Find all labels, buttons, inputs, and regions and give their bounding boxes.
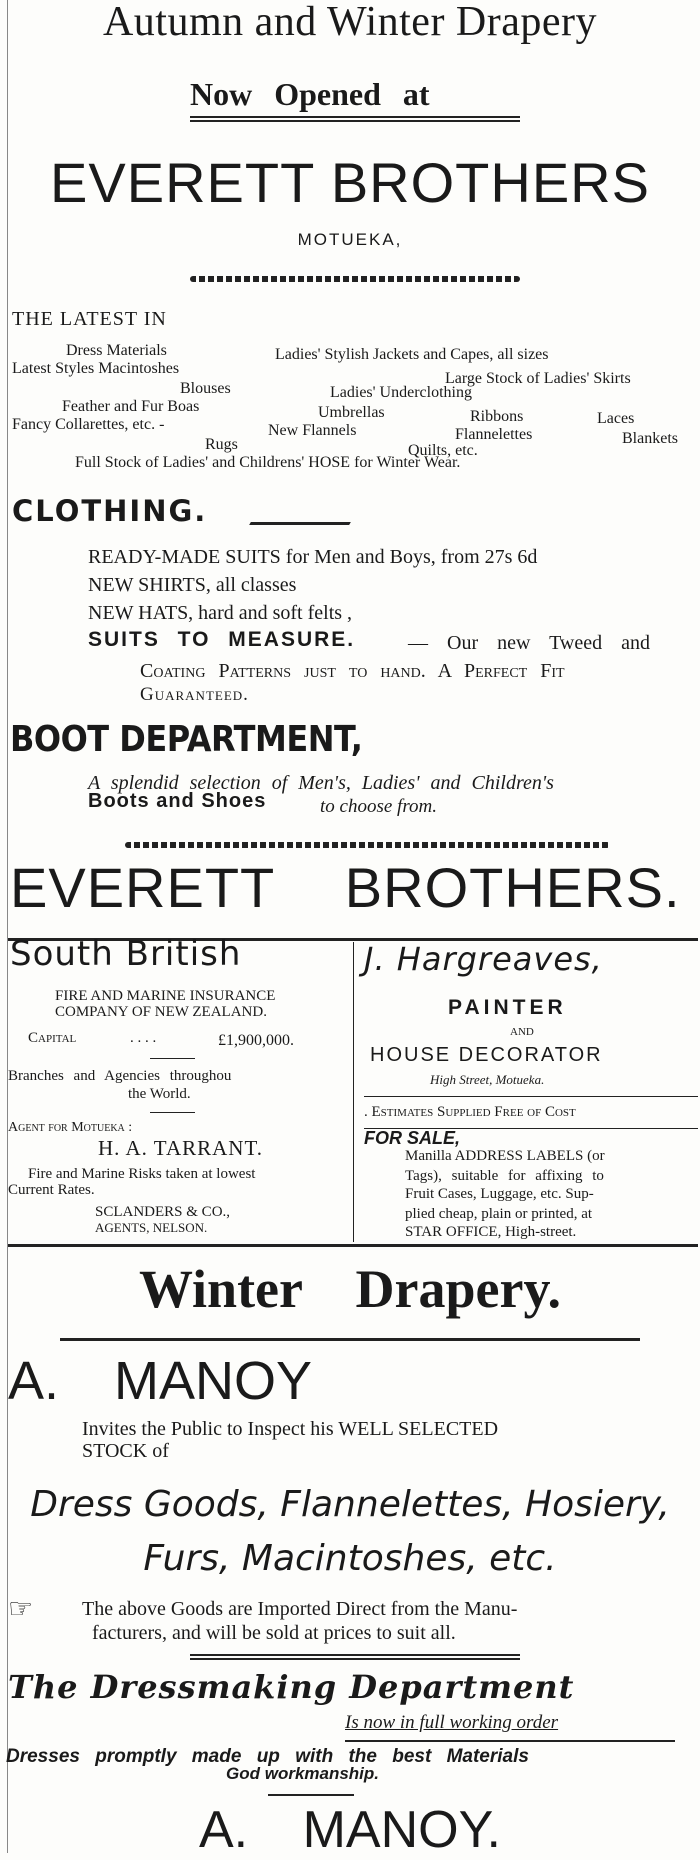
promptly-line-1: Dresses promptly made up with the best Materials <box>6 1746 529 1767</box>
capital-label: Capital <box>28 1030 77 1046</box>
clothing-line-hats: NEW HATS, hard and soft felts , <box>88 602 353 624</box>
for-sale-line-5: STAR OFFICE, High-street. <box>405 1224 577 1240</box>
painter-name: J. Hargreaves, <box>364 940 603 978</box>
item-blouses: Blouses <box>180 380 231 397</box>
clothing-line-shirts: NEW SHIRTS, all classes <box>88 574 297 596</box>
ad2-firm-name: A. MANOY <box>8 1351 313 1411</box>
boot-line-1: A splendid selection of Men's, Ladies' and Children's <box>88 772 554 794</box>
painter-address: High Street, Motueka. <box>430 1072 545 1087</box>
invites-line-2: STOCK of <box>82 1440 169 1462</box>
item-boas: Feather and Fur Boas <box>62 398 200 415</box>
item-laces: Laces <box>597 410 635 427</box>
item-underclothing: Ladies' Underclothing <box>330 384 472 401</box>
ad1-footer-firm: EVERETT BROTHERS. <box>10 856 681 919</box>
agent-label: Agent for Motueka : <box>8 1120 133 1135</box>
branches-line-1: Branches and Agencies throughou <box>8 1068 232 1084</box>
column-divider <box>353 942 354 1242</box>
latest-label: THE LATEST IN <box>12 308 167 330</box>
working-order: Is now in full working order <box>345 1712 559 1733</box>
boot-line-2: to choose from. <box>320 796 437 817</box>
ad1-heading: Autumn and Winter Drapery <box>102 0 598 45</box>
insurance-line-2: COMPANY OF NEW ZEALAND. <box>55 1004 267 1020</box>
imported-underline <box>190 1654 520 1660</box>
ad2-footer-rule <box>268 1794 354 1796</box>
risks-line-1: Fire and Marine Risks taken at lowest <box>28 1166 256 1182</box>
item-rugs: Rugs <box>205 436 238 453</box>
ad1-subheading: Now Opened at <box>190 76 430 112</box>
clothing-line-suits: READY-MADE SUITS for Men and Boys, from 27s 6d <box>88 546 538 568</box>
section-rule-2 <box>8 1244 698 1247</box>
item-ladies-skirts: Large Stock of Ladies' Skirts <box>445 370 631 387</box>
working-order-rule <box>345 1740 675 1742</box>
item-umbrellas: Umbrellas <box>318 404 385 421</box>
ad1-firm-name: EVERETT BROTHERS <box>50 151 650 214</box>
clothing-arrow-rule <box>249 522 351 525</box>
suits-to-measure-label: SUITS TO MEASURE. <box>88 628 356 651</box>
agents-line-2: AGENTS, NELSON. <box>95 1220 208 1235</box>
item-hose: Full Stock of Ladies' and Childrens' HOSE for Winter Wear. <box>75 454 461 471</box>
risks-line-2: Current Rates. <box>8 1182 95 1198</box>
item-collarettes: Fancy Collarettes, etc. - <box>12 416 165 433</box>
ad2-footer-firm: A. MANOY. <box>198 1801 501 1859</box>
item-blankets: Blankets <box>622 430 678 447</box>
insurance-short-rule-2 <box>150 1112 195 1113</box>
insurance-line-1: FIRE AND MARINE INSURANCE <box>55 988 276 1004</box>
agents-line-1: SCLANDERS & CO., <box>95 1204 231 1220</box>
capital-dots: . . . . <box>130 1030 157 1046</box>
imported-line-1: The above Goods are Imported Direct from the Manu- <box>82 1598 518 1620</box>
pointing-hand-icon: ☞ <box>8 1592 34 1625</box>
for-sale-line-2: Tags), suitable for affixing to <box>405 1168 604 1184</box>
item-macintoshes: Latest Styles Macintoshes <box>12 360 180 377</box>
for-sale-heading: FOR SALE, <box>364 1128 461 1148</box>
ad2-heading: Winter Drapery. <box>139 1259 561 1319</box>
suits-text-2: Coating Patterns just to hand. A Perfect Fit <box>140 660 565 682</box>
imported-line-2: facturers, and will be sold at prices to suit all. <box>92 1622 456 1644</box>
promptly-line-2: God workmanship. <box>226 1764 380 1783</box>
item-flannels: New Flannels <box>268 422 357 439</box>
suits-text-3: Guaranteed. <box>140 684 249 705</box>
painter-decorator: HOUSE DECORATOR <box>370 1044 603 1066</box>
ornament-wavy-rule-2 <box>125 842 610 848</box>
insurance-short-rule <box>150 1058 195 1059</box>
clothing-heading: CLOTHING. <box>12 494 208 528</box>
item-ladies-jackets: Ladies' Stylish Jackets and Capes, all sizes <box>275 346 549 363</box>
for-sale-line-1: Manilla ADDRESS LABELS (or <box>405 1148 605 1164</box>
agent-name: H. A. TARRANT. <box>98 1136 263 1160</box>
dressmaking-heading: The Dressmaking Department <box>8 1668 575 1706</box>
for-sale-line-4: plied cheap, plain or printed, at <box>405 1206 593 1222</box>
boot-bold: Boots and Shoes <box>88 790 267 812</box>
goods-line-1: Dress Goods, Flannelettes, Hosiery, <box>30 1484 670 1525</box>
painter-rule-top <box>364 1096 698 1097</box>
invites-line-1: Invites the Public to Inspect his WELL SELECTED <box>82 1418 499 1440</box>
item-ribbons: Ribbons <box>470 408 524 425</box>
suits-text-1: — Our new Tweed and <box>408 632 650 654</box>
ad1-town: MOTUEKA, <box>297 230 403 249</box>
painter-and: AND <box>510 1026 534 1038</box>
boot-department-heading: BOOT DEPARTMENT, <box>10 718 363 760</box>
ornament-wavy-rule <box>190 276 520 282</box>
ad2-heading-underline <box>60 1338 640 1341</box>
item-quilts: Quilts, etc. <box>408 442 478 459</box>
item-dress-materials: Dress Materials <box>66 342 167 359</box>
subheading-underline <box>190 116 520 122</box>
goods-line-2: Furs, Macintoshes, etc. <box>143 1538 557 1579</box>
branches-line-2: the World. <box>128 1086 191 1102</box>
item-flannelettes: Flannelettes <box>455 426 533 443</box>
painter-estimates: . Estimates Supplied Free of Cost <box>364 1104 576 1120</box>
capital-value: £1,900,000. <box>218 1032 294 1049</box>
for-sale-line-3: Fruit Cases, Luggage, etc. Sup- <box>405 1186 594 1202</box>
painter-trade: PAINTER <box>448 996 567 1019</box>
insurance-title: South British <box>10 934 242 974</box>
